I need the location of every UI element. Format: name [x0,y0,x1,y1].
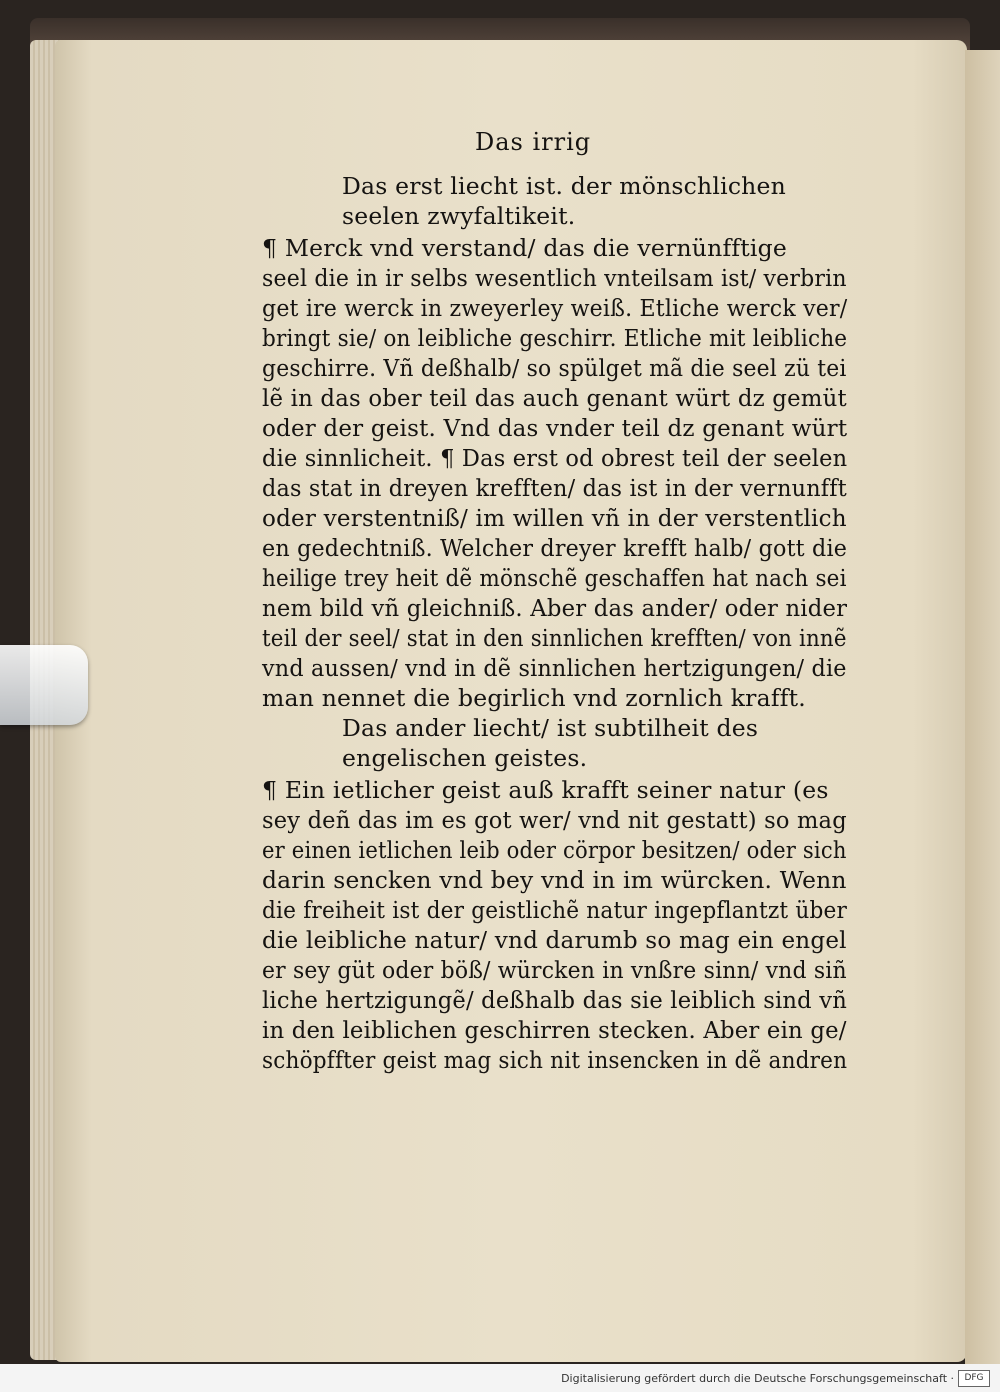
page-clip [0,645,88,725]
text-line: nem bild vñ gleichniß. Aber das ander/ oder nider [262,594,848,622]
text-line: die sinnlicheit. ¶ Das erst od obrest teil der seelen [262,444,848,472]
text-line: ¶ Merck vnd verstand/ das die vernünfftige [262,234,787,262]
text-line: er sey güt oder böß/ würcken in vnßre sinn/ vnd siñ [262,956,847,984]
text-line: get ire werck in zweyerley weiß. Etliche werck ver/ [262,294,848,322]
text-line: man nennet die begirlich vnd zornlich krafft. [262,684,806,712]
footer-credit: Digitalisierung gefördert durch die Deutsche Forschungsgemeinschaft · [561,1372,954,1385]
text-line: Das erst liecht ist. der mönschlichen [342,172,786,200]
running-head: Das irrig [475,128,592,156]
text-line: Das ander liecht/ ist subtilheit des [342,714,759,742]
text-line: seelen zwyfaltikeit. [342,202,576,230]
text-line: geschirre. Vñ deßhalb/ so spülget mã die seel zü tei [262,354,847,382]
text-line: in den leiblichen geschirren stecken. Aber ein ge/ [262,1016,847,1044]
text-line: liche hertzigungẽ/ deßhalb das sie leiblich sind vñ [262,986,847,1014]
text-line: oder verstentniß/ im willen vñ in der verstentlich [262,504,847,532]
text-line: seel die in ir selbs wesentlich vnteilsam ist/ verbrin [262,264,847,292]
text-line: teil der seel/ stat in den sinnlichen krefften/ von innẽ [262,624,847,652]
text-line: engelischen geistes. [342,744,588,772]
text-line: die leibliche natur/ vnd darumb so mag ein engel [262,926,847,954]
text-line: ¶ Ein ietlicher geist auß krafft seiner natur (es [262,776,829,804]
text-line: en gedechtniß. Welcher dreyer krefft halb/ gott die [262,534,848,562]
text-line: die freiheit ist der geistlichẽ natur ingepflantzt über [262,896,848,924]
text-line: schöpffter geist mag sich nit insencken in dẽ andren [262,1046,848,1074]
text-line: heilige trey heit dẽ mönschẽ geschaffen hat nach sei [262,564,847,592]
text-line: das stat in dreyen krefften/ das ist in der vernunfft [262,474,847,502]
text-line: er einen ietlichen leib oder cörpor besitzen/ oder sich [262,836,847,864]
text-line: vnd aussen/ vnd in dẽ sinnlichen hertzigungen/ die [262,654,847,682]
dfg-logo: DFG [958,1370,990,1387]
text-line: bringt sie/ on leibliche geschirr. Etliche mit leibliche [262,324,848,352]
text-line: darin sencken vnd bey vnd in im würcken. Wenn [262,866,847,894]
text-line: lẽ in das ober teil das auch genant würt dz gemüt [262,384,847,412]
text-line: oder der geist. Vnd das vnder teil dz genant würt [262,414,848,442]
text-line: sey deñ das im es got wer/ vnd nit gestatt) so mag [262,806,847,834]
footer-bar [0,1364,1000,1392]
facing-page-strip [965,50,1000,1364]
